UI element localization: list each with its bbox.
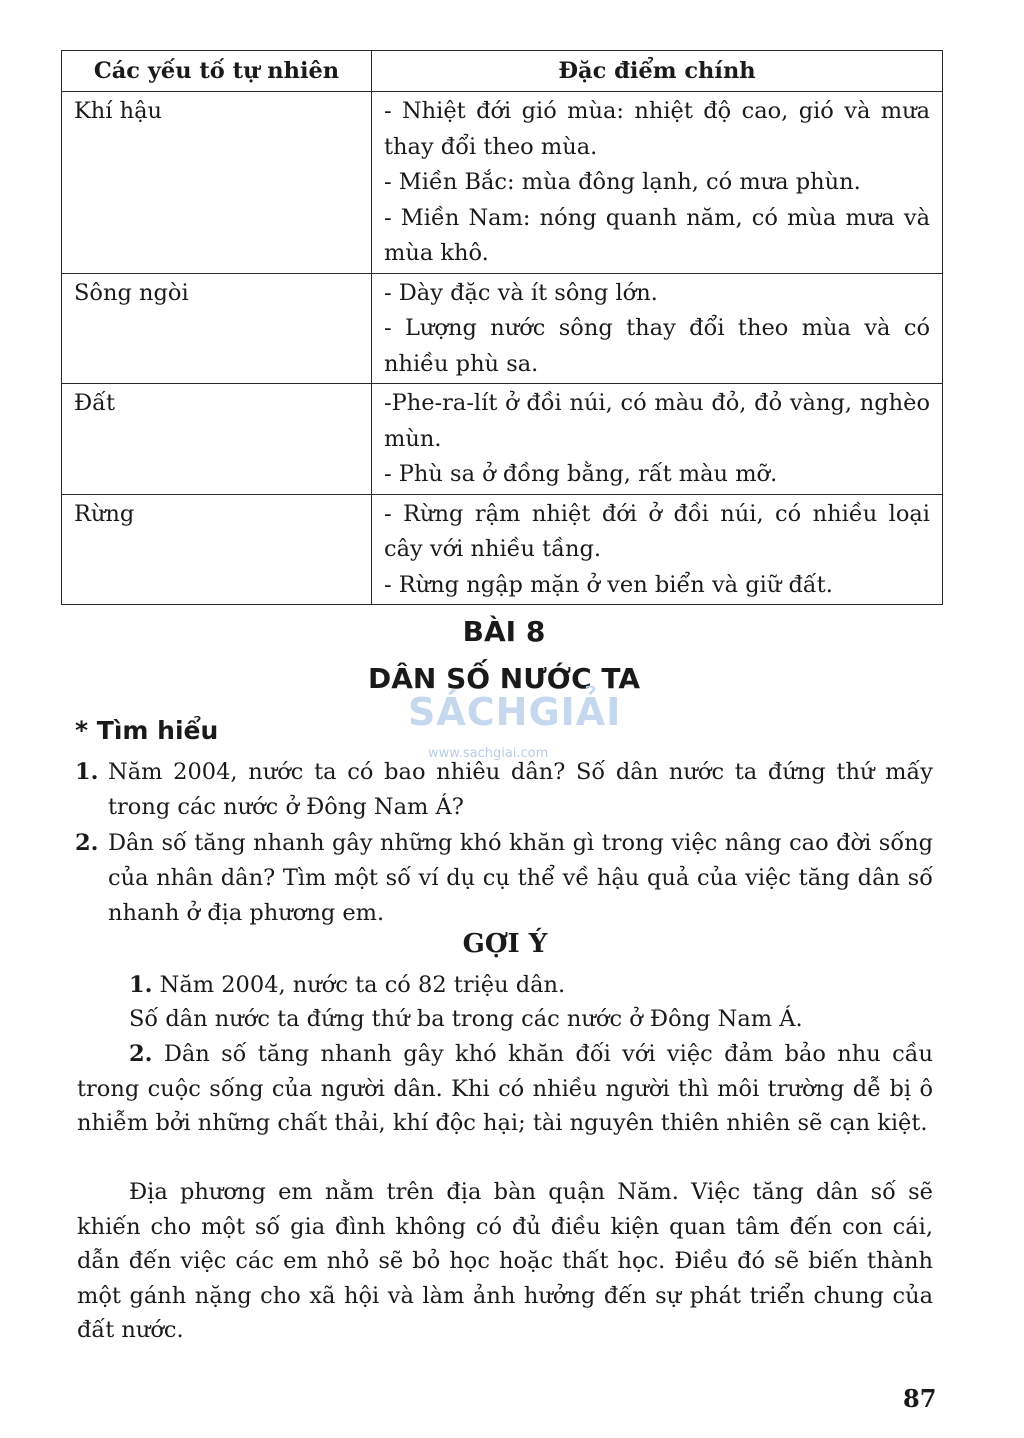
answer-text: Số dân nước ta đứng thứ ba trong các nước ở Đông Nam Á. bbox=[129, 1006, 803, 1032]
table-header-factor: Các yếu tố tự nhiên bbox=[62, 51, 372, 92]
feature-line: - Miền Bắc: mùa đông lạnh, có mưa phùn. bbox=[384, 169, 861, 195]
table-cell-features bbox=[372, 494, 943, 605]
answer-paragraph bbox=[77, 968, 933, 1003]
answer-text: Địa phương em nằm trên địa bàn quận Năm. Việc tăng dân số sẽ khiến cho một số gia đình không có đủ điều kiện quan tâm đến con cái, dẫn đến việc các em nhỏ sẽ bỏ học hoặc thất học. Điều đó sẽ biến thành một gánh nặng cho xã hội và làm ảnh hưởng đến sự phát triển chung của đất nước. bbox=[77, 1179, 933, 1343]
table-row bbox=[62, 384, 943, 495]
table-cell-features bbox=[372, 384, 943, 495]
watermark-logo: SÁCHGIẢI bbox=[408, 690, 622, 734]
table-cell-features bbox=[372, 92, 943, 274]
question-number: 1. bbox=[75, 759, 99, 785]
table-cell-factor: Khí hậu bbox=[62, 92, 372, 274]
table-row bbox=[62, 494, 943, 605]
feature-line: - Phù sa ở đồng bằng, rất màu mỡ. bbox=[384, 461, 778, 487]
page-number: 87 bbox=[903, 1384, 937, 1413]
table-cell-features bbox=[372, 273, 943, 384]
lesson-number: BÀI 8 bbox=[462, 615, 546, 648]
answer-paragraph bbox=[77, 1175, 933, 1348]
answer-number: 1. bbox=[129, 972, 153, 998]
answer-text: Năm 2004, nước ta có 82 triệu dân. bbox=[159, 972, 566, 998]
feature-line: -Phe-ra-lít ở đồi núi, có màu đỏ, đỏ vàng, nghèo mùn. bbox=[384, 390, 930, 452]
feature-line: - Nhiệt đới gió mùa: nhiệt độ cao, gió và mưa thay đổi theo mùa. bbox=[384, 98, 930, 160]
feature-line: - Rừng rậm nhiệt đới ở đồi núi, có nhiều loại cây với nhiều tầng. bbox=[384, 500, 930, 562]
lesson-title: DÂN SỐ NƯỚC TA bbox=[368, 662, 640, 695]
feature-line: - Rừng ngập mặn ở ven biển và giữ đất. bbox=[384, 571, 833, 598]
answer-text: Dân số tăng nhanh gây khó khăn đối với việc đảm bảo nhu cầu trong cuộc sống của người dân. Khi có nhiều người thì môi trường dễ bị ô nhiễm bởi những chất thải, khí độc hại; tài nguyên thiên nhiên sẽ cạn kiệt. bbox=[77, 1041, 933, 1136]
answer-paragraph bbox=[77, 1037, 933, 1141]
table-row bbox=[62, 92, 943, 274]
table-cell-factor: Sông ngòi bbox=[62, 273, 372, 384]
answer-paragraph bbox=[77, 1002, 933, 1037]
answer-number: 2. bbox=[129, 1041, 153, 1067]
table-header-row bbox=[62, 51, 943, 92]
feature-line: - Dày đặc và ít sông lớn. bbox=[384, 279, 658, 306]
question-item bbox=[75, 826, 933, 931]
question-number: 2. bbox=[75, 830, 99, 856]
natural-factors-table bbox=[61, 50, 943, 605]
question-item bbox=[75, 755, 933, 825]
table-row bbox=[62, 273, 943, 384]
section-heading: * Tìm hiểu bbox=[75, 716, 219, 745]
hint-title: GỢI Ý bbox=[462, 929, 548, 959]
feature-line: - Miền Nam: nóng quanh năm, có mùa mưa và mùa khô. bbox=[384, 204, 930, 266]
table-cell-factor: Rừng bbox=[62, 494, 372, 605]
feature-line: - Lượng nước sông thay đổi theo mùa và có nhiều phù sa. bbox=[384, 315, 930, 377]
table-header-features: Đặc điểm chính bbox=[372, 51, 943, 92]
watermark-url: www.sachgiai.com bbox=[428, 746, 549, 761]
question-text: Dân số tăng nhanh gây những khó khăn gì trong việc nâng cao đời sống của nhân dân? Tìm một số ví dụ cụ thể về hậu quả của việc tăng dân số nhanh ở địa phương em. bbox=[108, 830, 933, 926]
question-text: Năm 2004, nước ta có bao nhiêu dân? Số dân nước ta đứng thứ mấy trong các nước ở Đông Nam Á? bbox=[108, 759, 933, 820]
table-cell-factor: Đất bbox=[62, 384, 372, 495]
